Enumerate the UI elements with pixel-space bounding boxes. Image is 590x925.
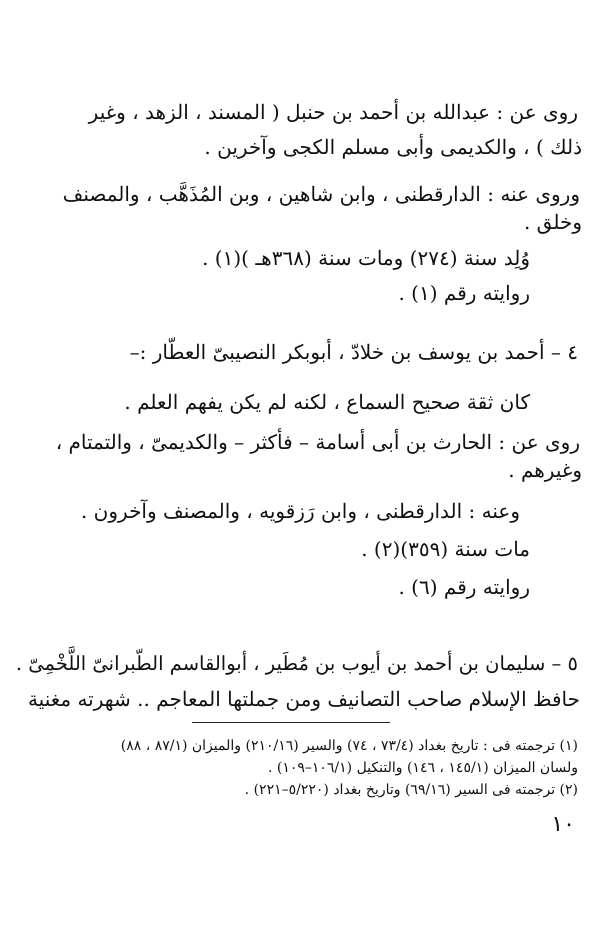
entry-heading: ٤ – أحمد بن يوسف بن خلادّ ، أبوبكر النصيبىّ العطّار :– xyxy=(129,340,578,364)
body-line: وغيرهم . xyxy=(508,458,582,482)
footnote-line: (٢) ترجمته فى السير (٦٩/١٦) وتاريخ بغداد (٥/٢٢٠–٢٢١) . xyxy=(244,782,578,798)
body-line: وعنه : الدارقطنى ، وابن رَزقويه ، والمصنف وآخرون . xyxy=(80,499,520,523)
entry-heading: ٥ – سليمان بن أحمد بن أيوب بن مُطَير ، أبوالقاسم الطّبرانىّ اللَّخْمِىّ . xyxy=(15,652,578,675)
footnote-separator xyxy=(192,722,390,723)
footnote-line: ولسان الميزان (١٤٥/١ ، ١٤٦) والتنكيل (١٠٦/١–١٠٩) . xyxy=(267,760,578,776)
page-number: ١٠ xyxy=(551,812,575,837)
body-line: روى عن : الحارث بن أبى أسامة – فأكثر – والكديمىّ ، والتمتام ، xyxy=(55,430,580,454)
footnote-line: (١) ترجمته فى : تاريخ بغداد (٧٣/٤ ، ٧٤) والسير (٢١٠/١٦) والميزان (٨٧/١ ، ٨٨) xyxy=(120,738,578,754)
body-line: روى عن : عبدالله بن أحمد بن حنبل ( المسند ، الزهد ، وغير xyxy=(88,100,578,124)
body-line: مات سنة (٣٥٩)(٢) . xyxy=(361,537,530,561)
body-line: وُلِد سنة (٢٧٤) ومات سنة (٣٦٨هـ )(١) . xyxy=(202,246,530,270)
body-line: روايته رقم (١) . xyxy=(398,281,530,305)
body-line: ذلك ) ، والكديمى وأبى مسلم الكجى وآخرين . xyxy=(204,135,582,159)
body-line: وخلق . xyxy=(523,210,582,234)
body-line: كان ثقة صحيح السماع ، لكنه لم يكن يفهم العلم . xyxy=(124,390,530,414)
body-line: روايته رقم (٦) . xyxy=(398,575,530,599)
body-line: وروى عنه : الدارقطنى ، وابن شاهين ، وبن المُذَهَّب ، والمصنف xyxy=(62,182,580,206)
body-line: حافظ الإسلام صاحب التصانيف ومن جملتها المعاجم .. شهرته مغنية xyxy=(27,687,580,711)
